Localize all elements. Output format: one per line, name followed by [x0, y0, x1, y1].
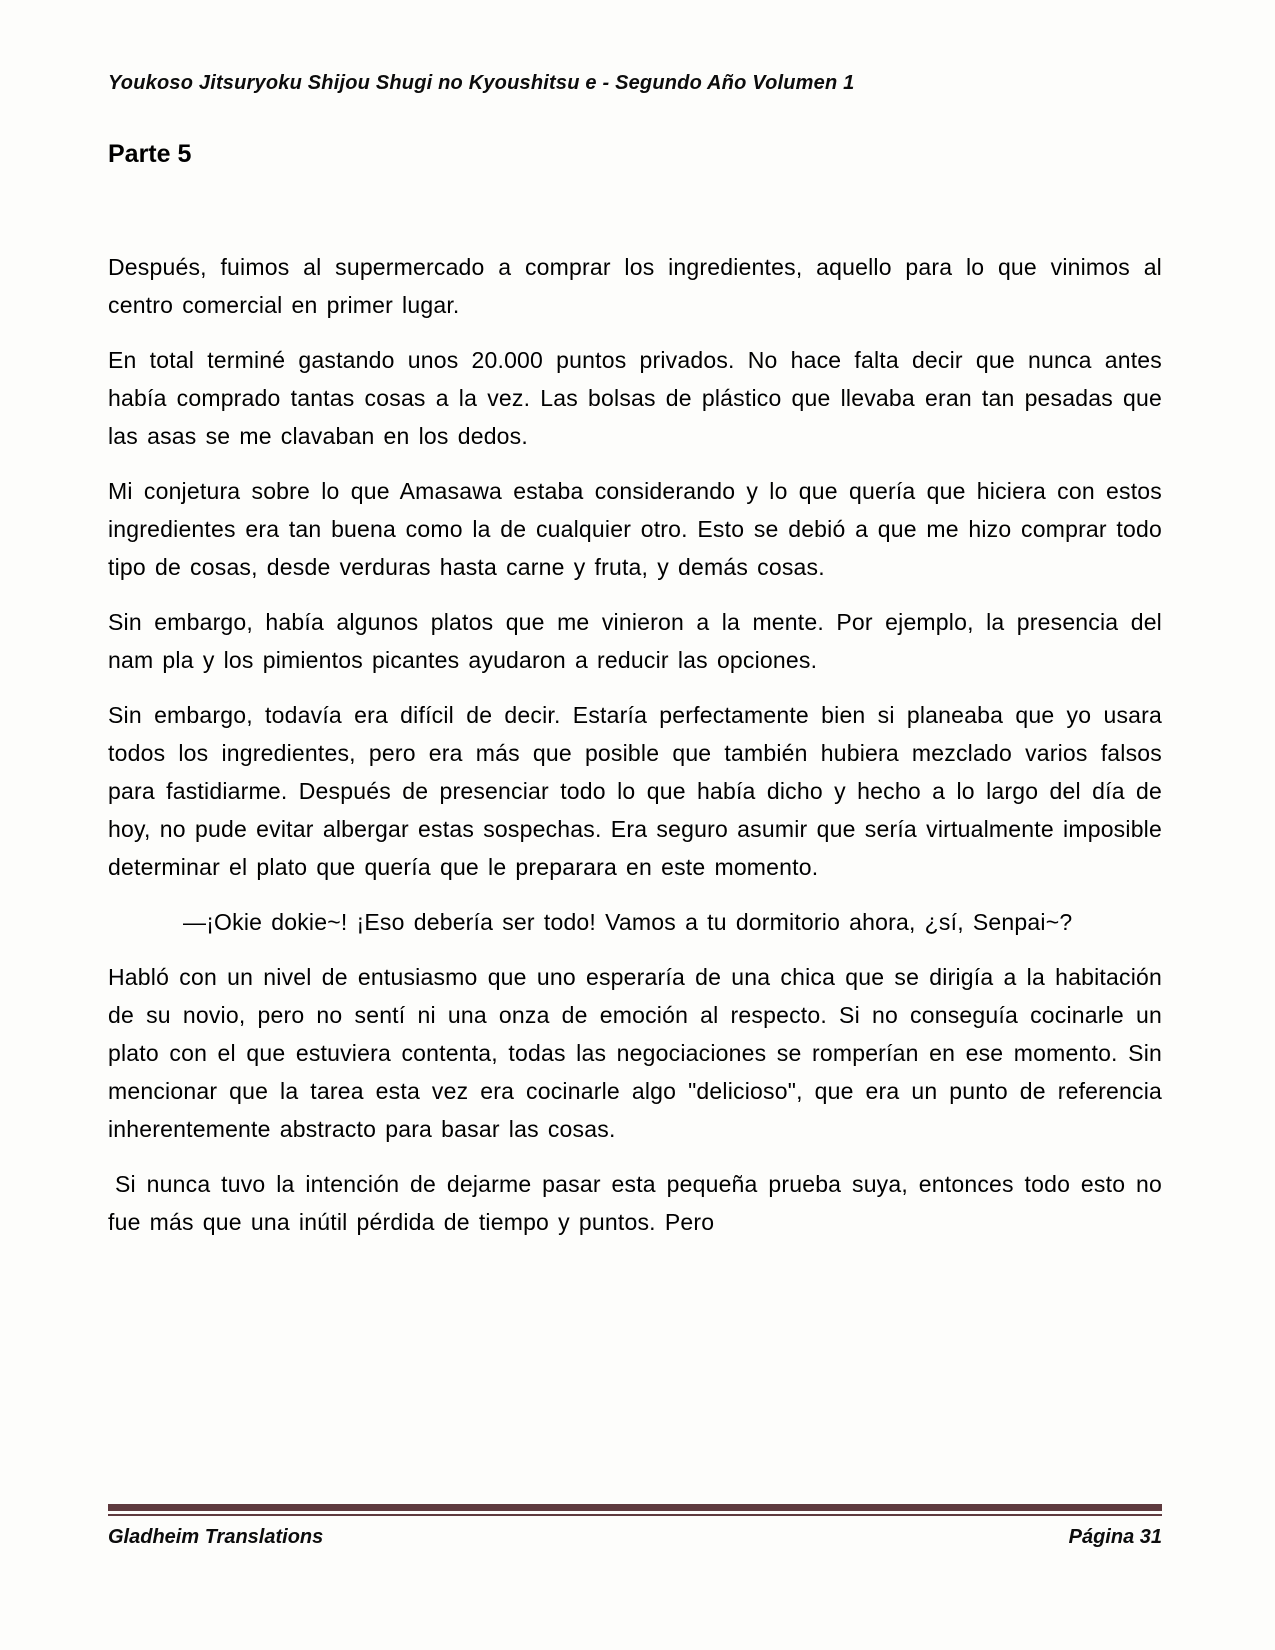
page-footer	[108, 1504, 1162, 1549]
footer-separator	[108, 1504, 1162, 1516]
page-header	[108, 72, 1162, 95]
dialogue-paragraph: —¡Okie dokie~! ¡Eso debería ser todo! Vamos a tu dormitorio ahora, ¿sí, Senpai~?	[183, 909, 1073, 935]
header-title: Youkoso Jitsuryoku Shijou Shugi no Kyoushitsu e - Segundo Año Volumen 1	[108, 72, 855, 94]
body-paragraph: Habló con un nivel de entusiasmo que uno esperaría de una chica que se dirigía a la habitación de su novio, pero no sentí ni una onza de emoción al respecto. Si no conseguía cocinarle un plato con el que estuviera contenta, todas las negociaciones se romperían en ese momento. Sin mencionar que la tarea esta vez era cocinarle algo "delicioso", que era un punto de referencia inherentemente abstracto para basar las cosas.	[108, 964, 1162, 1142]
body-paragraph: Después, fuimos al supermercado a comprar los ingredientes, aquello para lo que vinimos al centro comercial en primer lugar.	[108, 254, 1162, 318]
body-paragraph: Sin embargo, todavía era difícil de decir. Estaría perfectamente bien si planeaba que yo usara todos los ingredientes, pero era más que posible que también hubiera mezclado varios falsos para fastidiarme. Después de presenciar todo lo que había dicho y hecho a lo largo del día de hoy, no pude evitar albergar estas sospechas. Era seguro asumir que sería virtualmente imposible determinar el plato que quería que le preparara en este momento.	[108, 702, 1162, 880]
body-paragraph: Si nunca tuvo la intención de dejarme pasar esta pequeña prueba suya, entonces todo esto no fue más que una inútil pérdida de tiempo y puntos. Pero	[108, 1171, 1162, 1235]
body-paragraph: Sin embargo, había algunos platos que me vinieron a la mente. Por ejemplo, la presencia del nam pla y los pimientos picantes ayudaron a reducir las opciones.	[108, 609, 1162, 673]
footer-translator-credit: Gladheim Translations	[108, 1526, 324, 1548]
footer-page-number: Página 31	[1068, 1526, 1162, 1548]
body-text	[108, 248, 1162, 1241]
section-heading: Parte 5	[108, 140, 192, 168]
body-paragraph: En total terminé gastando unos 20.000 puntos privados. No hace falta decir que nunca antes había comprado tantas cosas a la vez. Las bolsas de plástico que llevaba eran tan pesadas que las asas se me clavaban en los dedos.	[108, 347, 1162, 449]
body-paragraph: Mi conjetura sobre lo que Amasawa estaba considerando y lo que quería que hiciera con estos ingredientes era tan buena como la de cualquier otro. Esto se debió a que me hizo comprar todo tipo de cosas, desde verduras hasta carne y fruta, y demás cosas.	[108, 478, 1162, 580]
